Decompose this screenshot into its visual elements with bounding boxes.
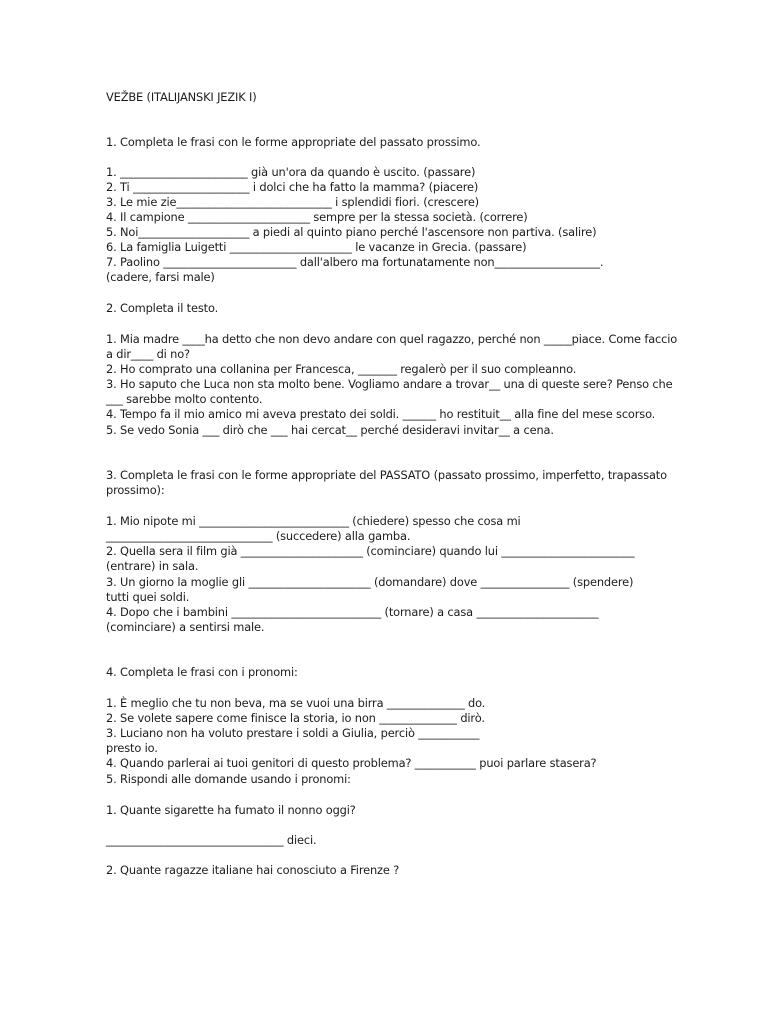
exercise-2-line: 2. Ho comprato una collanina per Francesca, _______ regalerò per il suo compleanno. [106,362,577,376]
exercise-3-line: (entrare) in sala. [106,559,199,573]
exercise-3-line: 4. Dopo che i bambini ___________________________ (tornare) a casa ______________________ [106,605,599,619]
exercise-3-line: (cominciare) a sentirsi male. [106,620,265,634]
exercise-1-line: 5. Noi____________________ a piedi al quinto piano perché l'ascensore non partiva. (salire) [106,225,597,239]
exercise-4-line: 2. Se volete sapere come finisce la storia, io non ______________ dirò. [106,711,485,725]
exercise-4-line: 1. È meglio che tu non beva, ma se vuoi una birra ______________ do. [106,696,486,710]
answer-line-1: ________________________________ dieci. [106,833,317,847]
exercise-3-heading: prossimo): [106,483,165,497]
question-2: 2. Quante ragazze italiane hai conosciuto a Firenze ? [106,863,400,877]
exercise-3-line: 2. Quella sera il film già ______________________ (cominciare) quando lui ________________________ [106,544,635,558]
exercise-4-line: 5. Rispondi alle domande usando i pronomi: [106,772,351,786]
exercise-2-line: a dir____ di no? [106,347,190,361]
exercise-1-heading: 1. Completa le frasi con le forme appropriate del passato prossimo. [106,135,481,149]
exercise-1-line: (cadere, farsi male) [106,270,215,284]
exercise-3-line: ______________________________ (succedere) alla gamba. [106,529,411,543]
exercise-4-line: 4. Quando parlerai ai tuoi genitori di questo problema? ___________ puoi parlare stasera? [106,756,597,770]
exercise-1-line: 4. Il campione ______________________ sempre per la stessa società. (correre) [106,210,528,224]
exercise-2-line: 4. Tempo fa il mio amico mi aveva prestato dei soldi. ______ ho restituit__ alla fine del mese scorso. [106,407,656,421]
exercise-2-line: 1. Mia madre ____ha detto che non devo andare con quel ragazzo, perché non _____piace. Come faccio [106,332,678,346]
document-title: VEŽBE (ITALIJANSKI JEZIK I) [106,90,257,104]
exercise-4-line: presto io. [106,741,158,755]
exercise-1-line: 6. La famiglia Luigetti ______________________ le vacanze in Grecia. (passare) [106,240,527,254]
exercise-3-line: 3. Un giorno la moglie gli ______________________ (domandare) dove ________________ (spendere) [106,575,634,589]
exercise-3-line: 1. Mio nipote mi ___________________________ (chiedere) spesso che cosa mi [106,514,521,528]
exercise-3-line: tutti quei soldi. [106,590,190,604]
exercise-2-line: 5. Se vedo Sonia ___ dirò che ___ hai cercat__ perché desideravi invitar__ a cena. [106,423,554,437]
exercise-2-heading: 2. Completa il testo. [106,301,219,315]
exercise-4-line: 3. Luciano non ha voluto prestare i soldi a Giulia, perciò ___________ [106,726,480,740]
exercise-4-heading: 4. Completa le frasi con i pronomi: [106,665,298,679]
exercise-3-heading: 3. Completa le frasi con le forme appropriate del PASSATO (passato prossimo, imperfetto, trapassato [106,468,667,482]
exercise-2-line: ___ sarebbe molto contento. [106,392,263,406]
exercise-1-line: 2. Ti _____________________ i dolci che ha fatto la mamma? (piacere) [106,180,479,194]
exercise-1-line: 7. Paolino ________________________ dall'albero ma fortunatamente non___________________. [106,255,604,269]
question-1: 1. Quante sigarette ha fumato il nonno oggi? [106,803,356,817]
exercise-1-line: 1. _______________________ già un'ora da quando è uscito. (passare) [106,165,476,179]
exercise-2-line: 3. Ho saputo che Luca non sta molto bene. Vogliamo andare a trovar__ una di queste sere? Penso che [106,377,673,391]
exercise-1-line: 3. Le mie zie____________________________ i splendidi fiori. (crescere) [106,195,479,209]
